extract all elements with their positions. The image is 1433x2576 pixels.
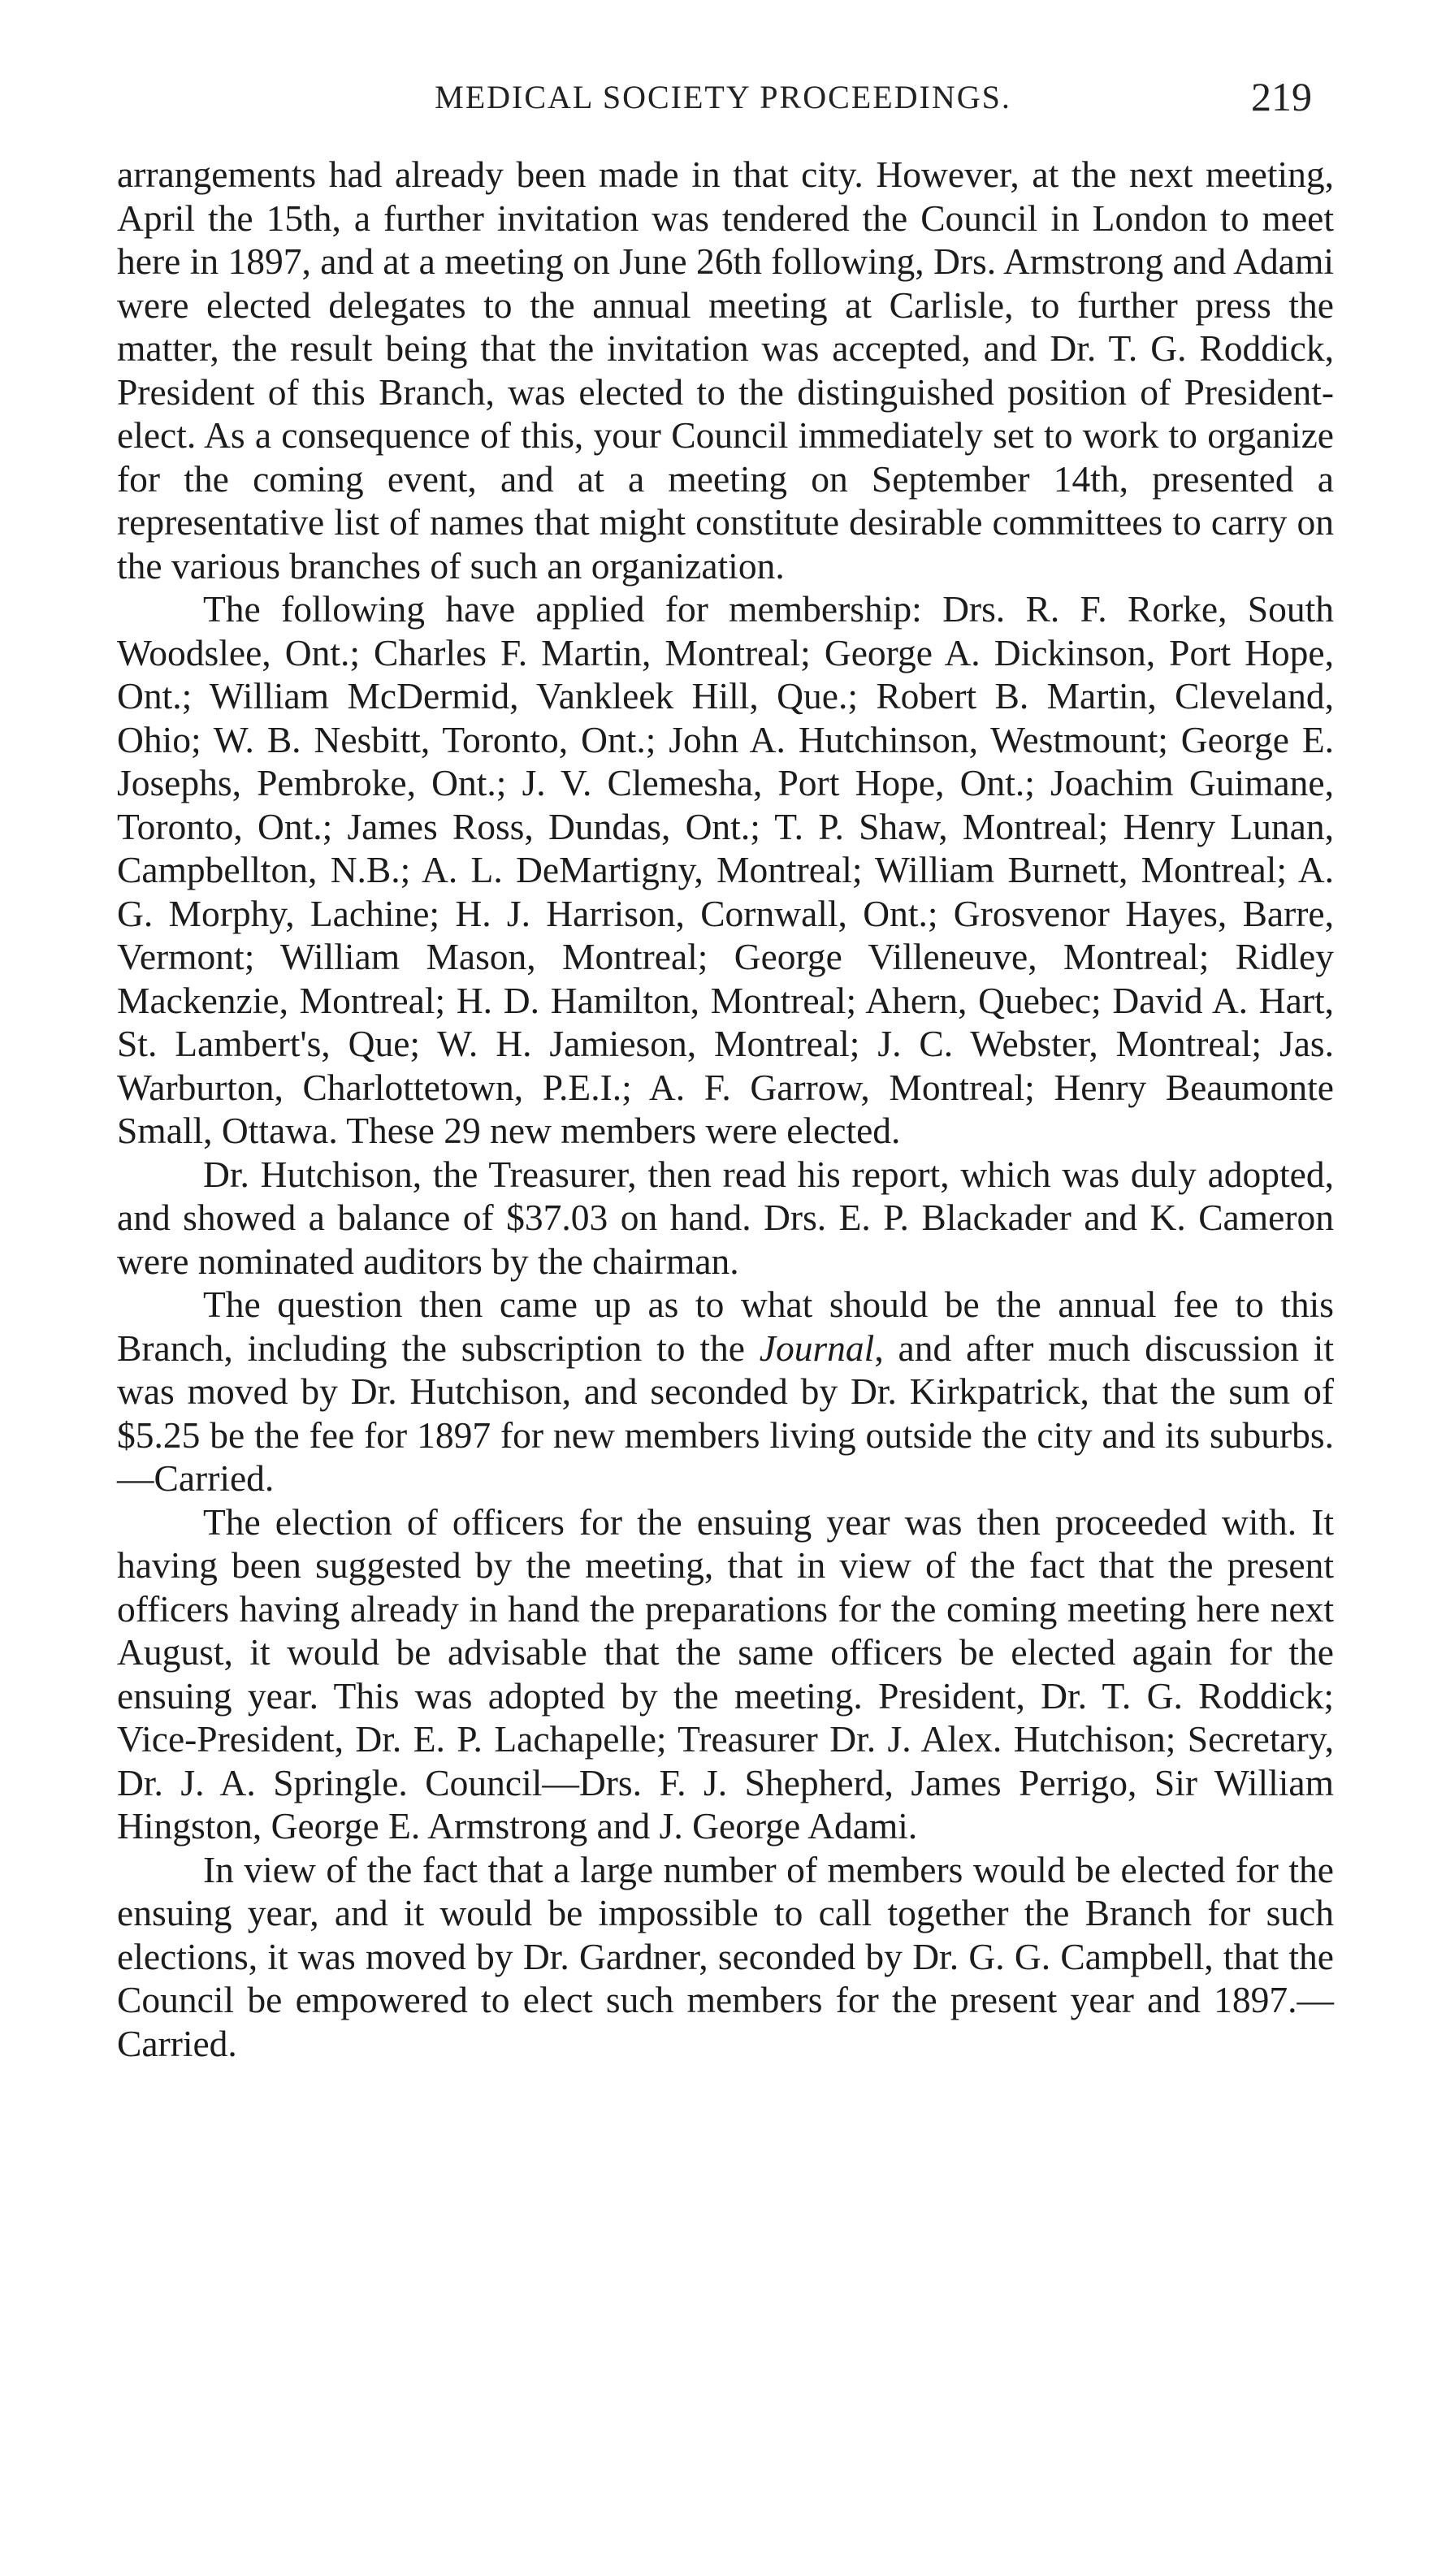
text-segment: , and after much discussion it was moved by Dr. Hutchison, and seconded by Dr. Kirkpatrick, that the sum of $5.25 be the fee for 1897 for new members living outside the city and its suburbs.—Carried.: [117, 1327, 1334, 1499]
text-segment: Dr. Hutchison, the Treasurer, then read his report, which was duly adopted, and showed a balance of $37.03 on hand. Drs. E. P. Blackader and K. Cameron were nominated auditors by the chairman.: [117, 1153, 1334, 1282]
paragraph: [117, 153, 1334, 587]
body-text: [117, 153, 1334, 2065]
text-segment: The election of officers for the ensuing year was then proceeded with. It having been suggested by the meeting, that in view of the fact that the present officers having already in hand the preparations for the coming meeting here next August, it would be advisable that the same officers be elected again for the ensuing year. This was adopted by the meeting. President, Dr. T. G. Roddick; Vice-President, Dr. E. P. Lachapelle; Treasurer Dr. J. Alex. Hutchison; Secretary, Dr. J. A. Springle. Council—Drs. F. J. Shepherd, James Perrigo, Sir William Hingston, George E. Armstrong and J. George Adami.: [117, 1500, 1334, 1846]
paragraph: [117, 1283, 1334, 1500]
page-number: 219: [1251, 74, 1312, 119]
paragraph: [117, 587, 1334, 1153]
paragraph: [117, 1848, 1334, 2066]
text-segment: The following have applied for membership: Drs. R. F. Rorke, South Woodslee, Ont.; Charles F. Martin, Montreal; George A. Dickinson, Port Hope, Ont.; William McDermid, Vankleek Hill, Que.; Robert B. Martin, Cleveland, Ohio; W. B. Nesbitt, Toronto, Ont.; John A. Hutchinson, Westmount; George E. Josephs, Pembroke, Ont.; J. V. Clemesha, Port Hope, Ont.; Joachim Guimane, Toronto, Ont.; James Ross, Dundas, Ont.; T. P. Shaw, Montreal; Henry Lunan, Campbellton, N.B.; A. L. DeMartigny, Montreal; William Burnett, Montreal; A. G. Morphy, Lachine; H. J. Harrison, Cornwall, Ont.; Grosvenor Hayes, Barre, Vermont; William Mason, Montreal; George Villeneuve, Montreal; Ridley Mackenzie, Montreal; H. D. Hamilton, Montreal; Ahern, Quebec; David A. Hart, St. Lambert's, Que; W. H. Jamieson, Montreal; J. C. Webster, Montreal; Jas. Warburton, Charlottetown, P.E.I.; A. F. Garrow, Montreal; Henry Beaumonte Small, Ottawa. These 29 new members were elected.: [117, 588, 1334, 1151]
italic-text-segment: Journal: [759, 1327, 875, 1369]
text-segment: In view of the fact that a large number of members would be elected for the ensuing year, and it would be impossible to call together the Branch for such elections, it was moved by Dr. Gardner, seconded by Dr. G. G. Campbell, that the Council be empowered to elect such members for the present year and 1897.—Carried.: [117, 1848, 1334, 2064]
running-head-title: MEDICAL SOCIETY PROCEEDINGS.: [435, 79, 1011, 115]
text-segment: arrangements had already been made in that city. However, at the next meeting, April the 15th, a further invitation was tendered the Council in London to meet here in 1897, and at a meeting on June 26th following, Drs. Armstrong and Adami were elected delegates to the annual meeting at Carlisle, to further press the matter, the result being that the invitation was accepted, and Dr. T. G. Roddick, President of this Branch, was elected to the distinguished position of President-elect. As a consequence of this, your Council immediately set to work to organize for the coming event, and at a meeting on September 14th, presented a representative list of names that might constitute desirable committees to carry on the various branches of such an organization.: [117, 154, 1334, 587]
paragraph: [117, 1153, 1334, 1284]
paragraph: [117, 1500, 1334, 1848]
text-segment: The question then came up as to what should be the annual fee to this Branch, including the subscription to the: [117, 1284, 1334, 1369]
